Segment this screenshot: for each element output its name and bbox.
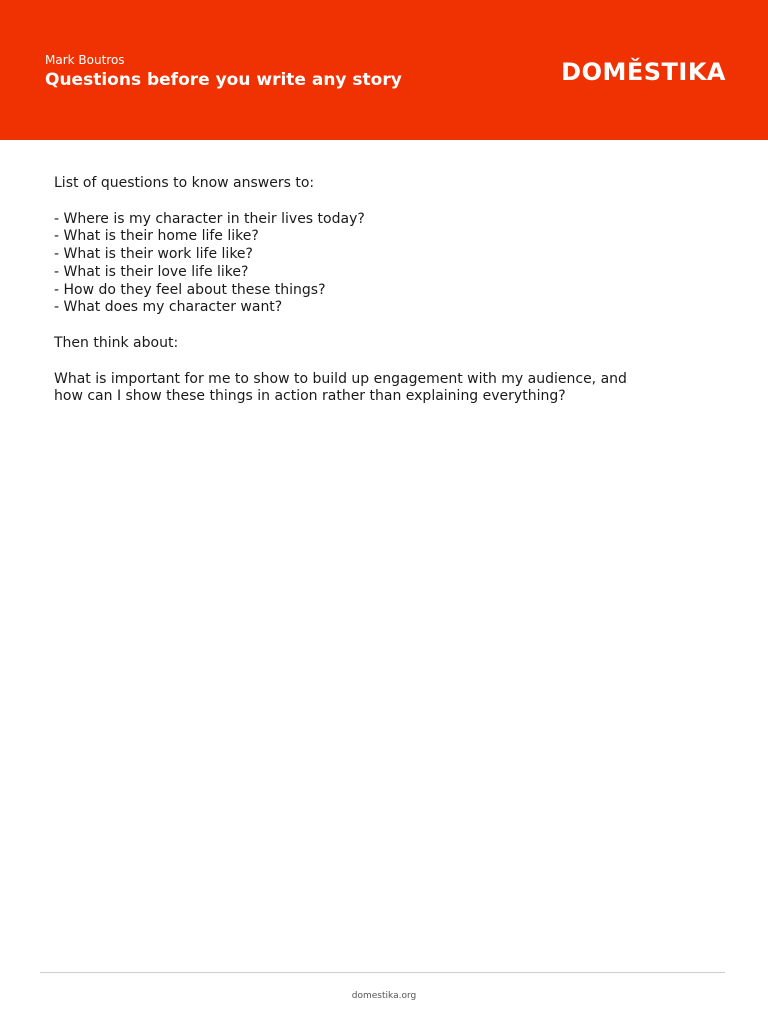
footer-divider [40,972,725,973]
question-list [54,211,734,317]
list-item: - What is their work life like? [54,246,253,263]
spacer [54,317,734,335]
list-item: - What is their love life like? [54,263,249,280]
list-item: - What is their home life like? [54,228,259,245]
closing-paragraph-line-2: how can I show these things in action rather than explaining everything? [54,388,566,405]
spacer [54,353,734,371]
closing-paragraph-line-1: What is important for me to show to build up engagement with my audience, and [54,370,627,387]
list-item: - How do they feel about these things? [54,281,326,298]
domestika-logo: DOMĚSTIKA [561,58,726,86]
footer-url: domestika.org [351,991,417,1001]
then-heading: Then think about: [54,334,179,351]
document-title: Questions before you write any story [45,70,402,90]
header-banner [0,0,768,140]
list-item: - Where is my character in their lives today? [54,210,365,227]
document-body [54,175,734,406]
spacer [54,193,734,211]
list-item: - What does my character want? [54,299,283,316]
author-name: Mark Boutros [45,53,125,67]
intro-text: List of questions to know answers to: [54,175,315,191]
